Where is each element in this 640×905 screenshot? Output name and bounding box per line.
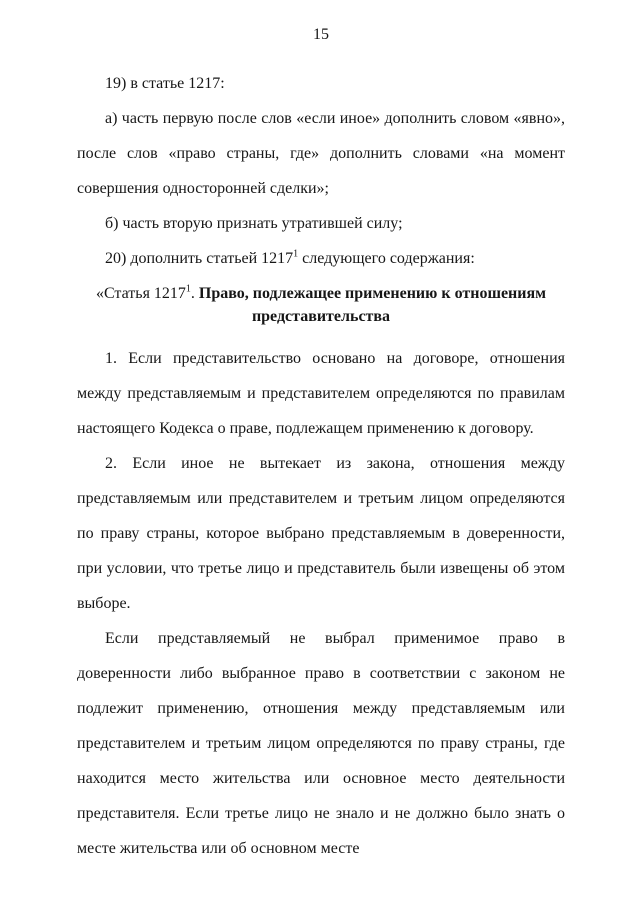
amendment-item-20-text: 20) дополнить статьей 1217 bbox=[105, 250, 294, 267]
article-heading-prefix bbox=[96, 285, 199, 302]
amendment-item-20-tail: следующего содержания: bbox=[298, 250, 475, 267]
amendment-item-19b: б) часть вторую признать утратившей силу; bbox=[105, 215, 403, 232]
page-number: 15 bbox=[313, 26, 329, 43]
article-heading bbox=[77, 282, 565, 328]
article-number-superscript: 1 bbox=[293, 248, 299, 260]
article-clause-1: 1. Если представительство основано на договоре, отношения между представляемым и представителем определяются по правилам настоящего Кодекса о праве, подлежащем применению к договору. bbox=[77, 350, 565, 437]
amendment-item-20 bbox=[77, 241, 565, 276]
article-heading-separator: . bbox=[190, 285, 199, 302]
article-clause-2: 2. Если иное не вытекает из закона, отношения между представляемым или представителем и третьим лицом определяются по праву страны, которое выбрано представляемым в доверенности, при условии, что третье лицо и представитель были извещены об этом выборе. bbox=[77, 455, 565, 612]
article-clause-2-continuation: Если представляемый не выбрал применимое право в доверенности либо выбранное право в соответствии с законом не подлежит применению, отношения между представляемым или представителем и третьим лицом определяются по праву страны, где находится место жительства или основное место деятельности представителя. Если третье лицо не знало и не должно было знать о месте жительства или об основном месте bbox=[77, 630, 565, 857]
article-heading-title: Право, подлежащее применению к отношениям представительства bbox=[198, 285, 547, 325]
amendment-item-19: 19) в статье 1217: bbox=[105, 75, 225, 92]
article-heading-prefix-text: «Статья 1217 bbox=[95, 285, 186, 302]
amendment-item-19a: а) часть первую после слов «если иное» дополнить словом «явно», после слов «право страны, где» дополнить словами «на момент совершения односторонней сделки»; bbox=[77, 110, 565, 197]
article-heading-superscript: 1 bbox=[185, 283, 191, 295]
